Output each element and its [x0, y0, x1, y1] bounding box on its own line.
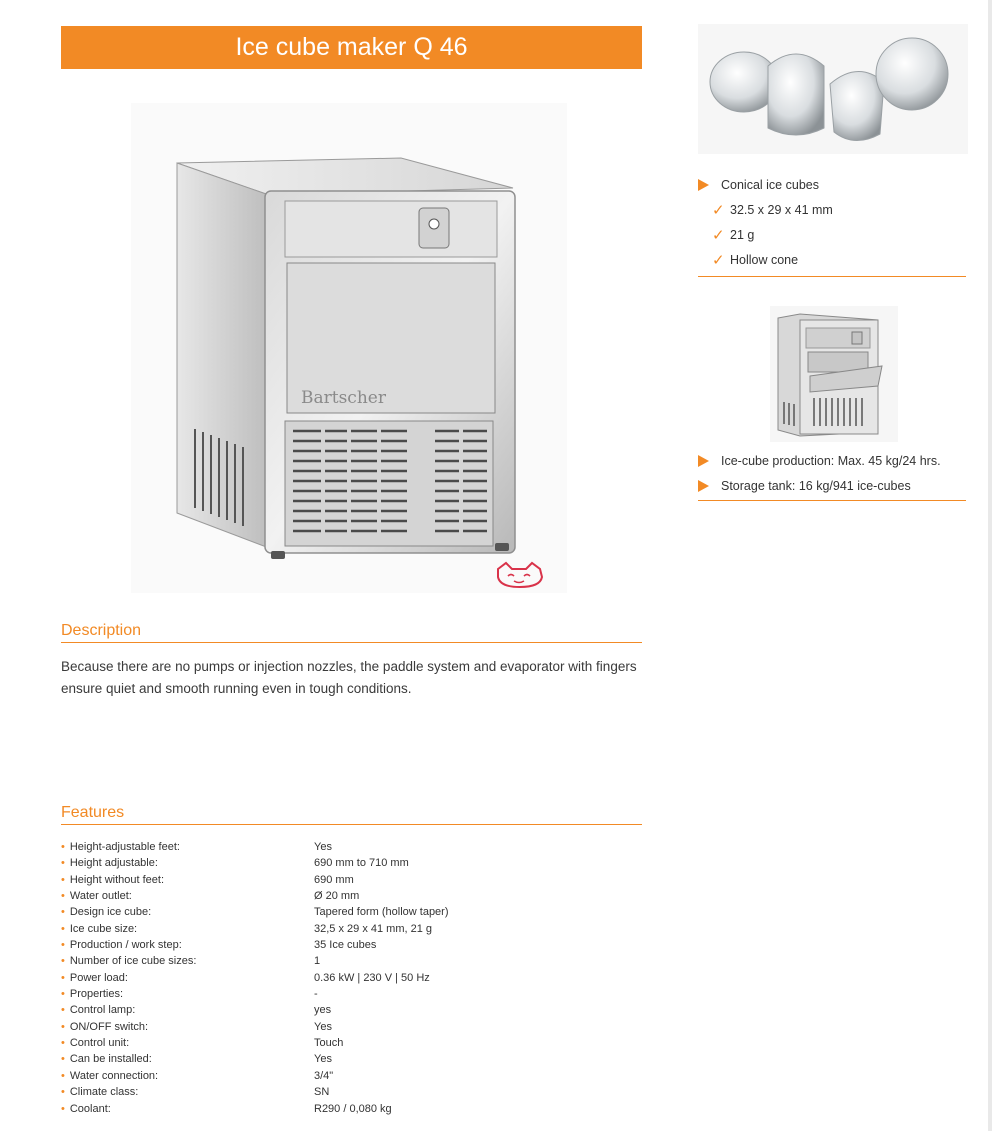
- bullet-icon: •: [61, 971, 65, 984]
- feature-label-cell: [61, 904, 314, 920]
- bullet-icon: •: [61, 890, 65, 903]
- feature-row: [61, 1084, 642, 1100]
- feature-value: 0.36 kW | 230 V | 50 Hz: [314, 971, 430, 984]
- machine-open-image: [770, 306, 898, 442]
- feature-label-cell: [61, 970, 314, 986]
- feature-label-cell: [61, 1019, 314, 1035]
- feature-row: [61, 1019, 642, 1035]
- production-item-label: Ice-cube production: Max. 45 kg/24 hrs.: [721, 453, 941, 468]
- feature-label: Design ice cube:: [69, 906, 152, 919]
- feature-label: Water connection:: [69, 1069, 159, 1082]
- production-item-label: Storage tank: 16 kg/941 ice-cubes: [721, 478, 911, 493]
- description-heading: Description: [61, 622, 642, 643]
- bullet-icon: •: [61, 955, 65, 968]
- title-bar: [61, 26, 642, 69]
- feature-label-cell: [61, 1035, 314, 1051]
- feature-row: [61, 970, 642, 986]
- feature-row: [61, 1035, 642, 1051]
- production-item: [698, 473, 966, 498]
- feature-value: Yes: [314, 1020, 332, 1033]
- feature-label: Coolant:: [69, 1102, 111, 1115]
- check-item: [698, 197, 966, 222]
- bullet-icon: •: [61, 988, 65, 1001]
- bullet-icon: •: [61, 1102, 65, 1115]
- feature-value: 690 mm to 710 mm: [314, 857, 409, 870]
- feature-row: [61, 986, 642, 1002]
- feature-label-cell: [61, 1002, 314, 1018]
- divider: [698, 276, 966, 277]
- feature-row: [61, 888, 642, 904]
- bullet-icon: •: [61, 857, 65, 870]
- feature-label: Can be installed:: [69, 1053, 152, 1066]
- feature-row: [61, 1051, 642, 1067]
- feature-label: Ice cube size:: [69, 922, 138, 935]
- feature-label: Water outlet:: [69, 890, 132, 903]
- brand-logo: Bartscher: [301, 388, 386, 408]
- triangle-bullet-icon: [698, 179, 709, 191]
- feature-value: 690 mm: [314, 873, 354, 886]
- ice-cube-heading: Conical ice cubes: [721, 177, 819, 192]
- feature-value: Yes: [314, 1053, 332, 1066]
- feature-label-cell: [61, 1084, 314, 1100]
- feature-label: Height-adjustable feet:: [69, 841, 180, 853]
- feature-label-cell: [61, 1051, 314, 1067]
- bullet-icon: •: [61, 1053, 65, 1066]
- bullet-icon: •: [61, 1004, 65, 1017]
- features-table: [61, 839, 642, 1117]
- feature-row: [61, 855, 642, 871]
- description-text: Because there are no pumps or injection nozzles, the paddle system and evaporator with fingers ensure quiet and smooth running even in tough conditions.: [61, 659, 637, 696]
- feature-row: [61, 1068, 642, 1084]
- feature-value: Ø 20 mm: [314, 890, 360, 903]
- feature-label: Number of ice cube sizes:: [69, 955, 197, 968]
- feature-value: Yes: [314, 841, 332, 853]
- checkmark-icon: ✓: [712, 226, 725, 244]
- feature-label-cell: [61, 1101, 314, 1117]
- feature-label-cell: [61, 986, 314, 1002]
- bullet-icon: •: [61, 1069, 65, 1082]
- feature-value: yes: [314, 1004, 332, 1017]
- feature-value: 32,5 x 29 x 41 mm, 21 g: [314, 922, 433, 935]
- cat-face-icon: [498, 563, 542, 587]
- feature-row: [61, 839, 642, 855]
- check-item-label: 32.5 x 29 x 41 mm: [730, 202, 833, 217]
- feature-label: Properties:: [69, 988, 124, 1001]
- bullet-icon: •: [61, 906, 65, 919]
- feature-label: Production / work step:: [69, 939, 182, 952]
- ice-cubes-image: [698, 24, 968, 154]
- feature-value: 1: [314, 955, 321, 968]
- production-info: [698, 448, 966, 498]
- check-item: [698, 222, 966, 247]
- feature-label-cell: [61, 855, 314, 871]
- feature-value: 3/4": [314, 1069, 334, 1082]
- feature-label-cell: [61, 839, 314, 855]
- feature-value: 35 Ice cubes: [314, 939, 377, 952]
- feature-row: [61, 953, 642, 969]
- ice-cube-info: [698, 172, 966, 272]
- feature-value: SN: [314, 1086, 330, 1099]
- feature-row: [61, 904, 642, 920]
- check-item-label: Hollow cone: [730, 252, 799, 267]
- feature-row: [61, 872, 642, 888]
- feature-label-cell: [61, 1068, 314, 1084]
- page-title: Ice cube maker Q 46: [235, 33, 468, 61]
- bullet-icon: •: [61, 1020, 65, 1033]
- feature-label-cell: [61, 888, 314, 904]
- product-image: [131, 103, 567, 593]
- ice-cube-heading-row: [698, 172, 966, 197]
- check-item: [698, 247, 966, 272]
- feature-label: Height adjustable:: [69, 857, 158, 870]
- feature-label: Control unit:: [69, 1037, 130, 1050]
- bullet-icon: •: [61, 873, 65, 886]
- feature-label: Power load:: [69, 971, 128, 984]
- feature-value: R290 / 0,080 kg: [314, 1102, 392, 1115]
- feature-row: [61, 1101, 642, 1117]
- checkmark-icon: ✓: [712, 251, 725, 269]
- feature-label: Climate class:: [69, 1086, 139, 1099]
- bullet-icon: •: [61, 1037, 65, 1050]
- divider: [698, 500, 966, 501]
- feature-label: Control lamp:: [69, 1004, 136, 1017]
- checkmark-icon: ✓: [712, 201, 725, 219]
- feature-value: -: [314, 988, 318, 1001]
- feature-value: Tapered form (hollow taper): [314, 906, 449, 919]
- production-item: [698, 448, 966, 473]
- feature-value: Touch: [314, 1037, 344, 1050]
- feature-label-cell: [61, 953, 314, 969]
- feature-label: ON/OFF switch:: [69, 1020, 149, 1033]
- features-heading: Features: [61, 804, 642, 825]
- feature-label-cell: [61, 937, 314, 953]
- triangle-bullet-icon: [698, 480, 709, 492]
- bullet-icon: •: [61, 1086, 65, 1099]
- feature-row: [61, 1002, 642, 1018]
- triangle-bullet-icon: [698, 455, 709, 467]
- feature-label-cell: [61, 872, 314, 888]
- bullet-icon: •: [61, 841, 65, 853]
- bullet-icon: •: [61, 939, 65, 952]
- feature-row: [61, 937, 642, 953]
- check-item-label: 21 g: [730, 227, 755, 242]
- feature-label: Height without feet:: [69, 873, 165, 886]
- page-edge: [988, 0, 992, 1131]
- bullet-icon: •: [61, 922, 65, 935]
- feature-label-cell: [61, 921, 314, 937]
- feature-row: [61, 921, 642, 937]
